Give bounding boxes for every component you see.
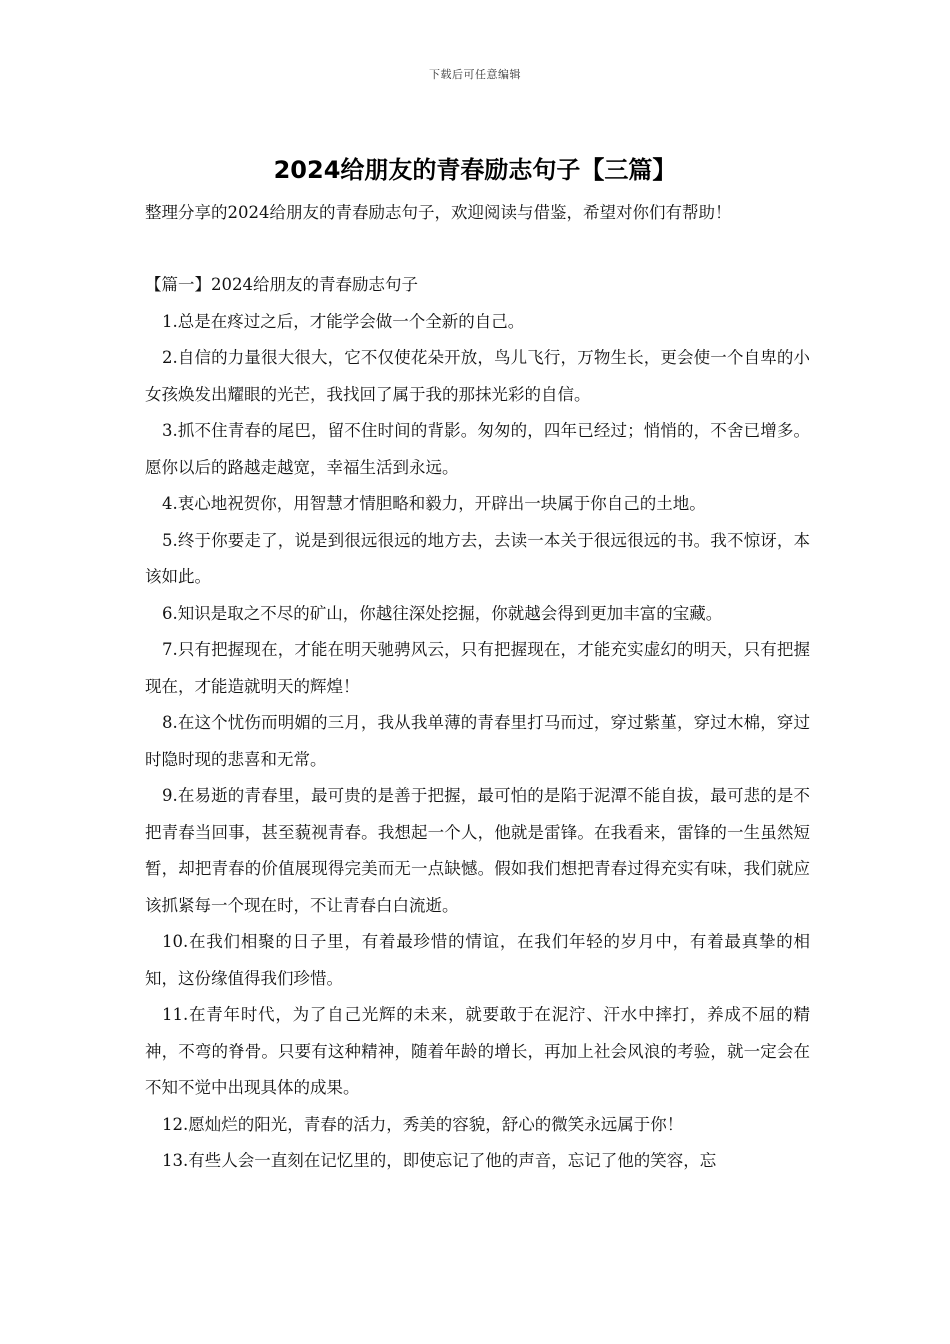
section-heading: 【篇一】2024给朋友的青春励志句子 (145, 275, 418, 294)
list-item: 2.自信的力量很大很大，它不仅使花朵开放，鸟儿飞行，万物生长，更会使一个自卑的小女孩焕发出耀眼的光芒，我找回了属于我的那抹光彩的自信。 (145, 348, 810, 404)
list-item: 12.愿灿烂的阳光，青春的活力，秀美的容貌，舒心的微笑永远属于你！ (162, 1114, 684, 1134)
document-body (145, 267, 810, 1180)
list-item: 4.衷心地祝贺你，用智慧才情胆略和毅力，开辟出一块属于你自己的土地。 (162, 494, 706, 513)
list-item: 3.抓不住青春的尾巴，留不住时间的背影。匆匆的，四年已经过；悄悄的，不舍已增多。愿你以后的路越走越宽，幸福生活到永远。 (145, 421, 810, 477)
list-item: 10.在我们相聚的日子里，有着最珍惜的情谊，在我们年轻的岁月中，有着最真挚的相知，这份缘值得我们珍惜。 (145, 932, 810, 988)
list-item: 9.在易逝的青春里，最可贵的是善于把握，最可怕的是陷于泥潭不能自拔，最可悲的是不把青春当回事，甚至藐视青春。我想起一个人，他就是雷锋。在我看来，雷锋的一生虽然短暂，却把青春的价值展现得完美而无一点缺憾。假如我们想把青春过得充实有味，我们就应该抓紧每一个现在时，不让青春白白流逝。 (145, 786, 810, 915)
list-item: 5.终于你要走了，说是到很远很远的地方去，去读一本关于很远很远的书。我不惊讶，本该如此。 (145, 530, 810, 586)
intro-paragraph: 整理分享的2024给朋友的青春励志句子，欢迎阅读与借鉴，希望对你们有帮助！ (145, 203, 732, 222)
header-note: 下载后可任意编辑 (429, 68, 521, 81)
list-item: 6.知识是取之不尽的矿山，你越往深处挖掘，你就越会得到更加丰富的宝藏。 (162, 603, 723, 623)
list-item: 8.在这个忧伤而明媚的三月，我从我单薄的青春里打马而过，穿过紫堇，穿过木棉，穿过时隐时现的悲喜和无常。 (145, 713, 810, 769)
document-title: 2024给朋友的青春励志句子【三篇】 (273, 156, 677, 184)
list-item: 7.只有把握现在，才能在明天驰骋风云，只有把握现在，才能充实虚幻的明天，只有把握现在，才能造就明天的辉煌！ (145, 640, 810, 696)
list-item: 11.在青年时代，为了自己光辉的未来，就要敢于在泥泞、汗水中摔打，养成不屈的精神，不弯的脊骨。只要有这种精神，随着年龄的增长，再加上社会风浪的考验，就一定会在不知不觉中出现具体的成果。 (145, 1005, 810, 1097)
list-item: 1.总是在疼过之后，才能学会做一个全新的自己。 (162, 311, 525, 331)
list-item: 13.有些人会一直刻在记忆里的，即使忘记了他的声音，忘记了他的笑容，忘 (162, 1151, 717, 1170)
